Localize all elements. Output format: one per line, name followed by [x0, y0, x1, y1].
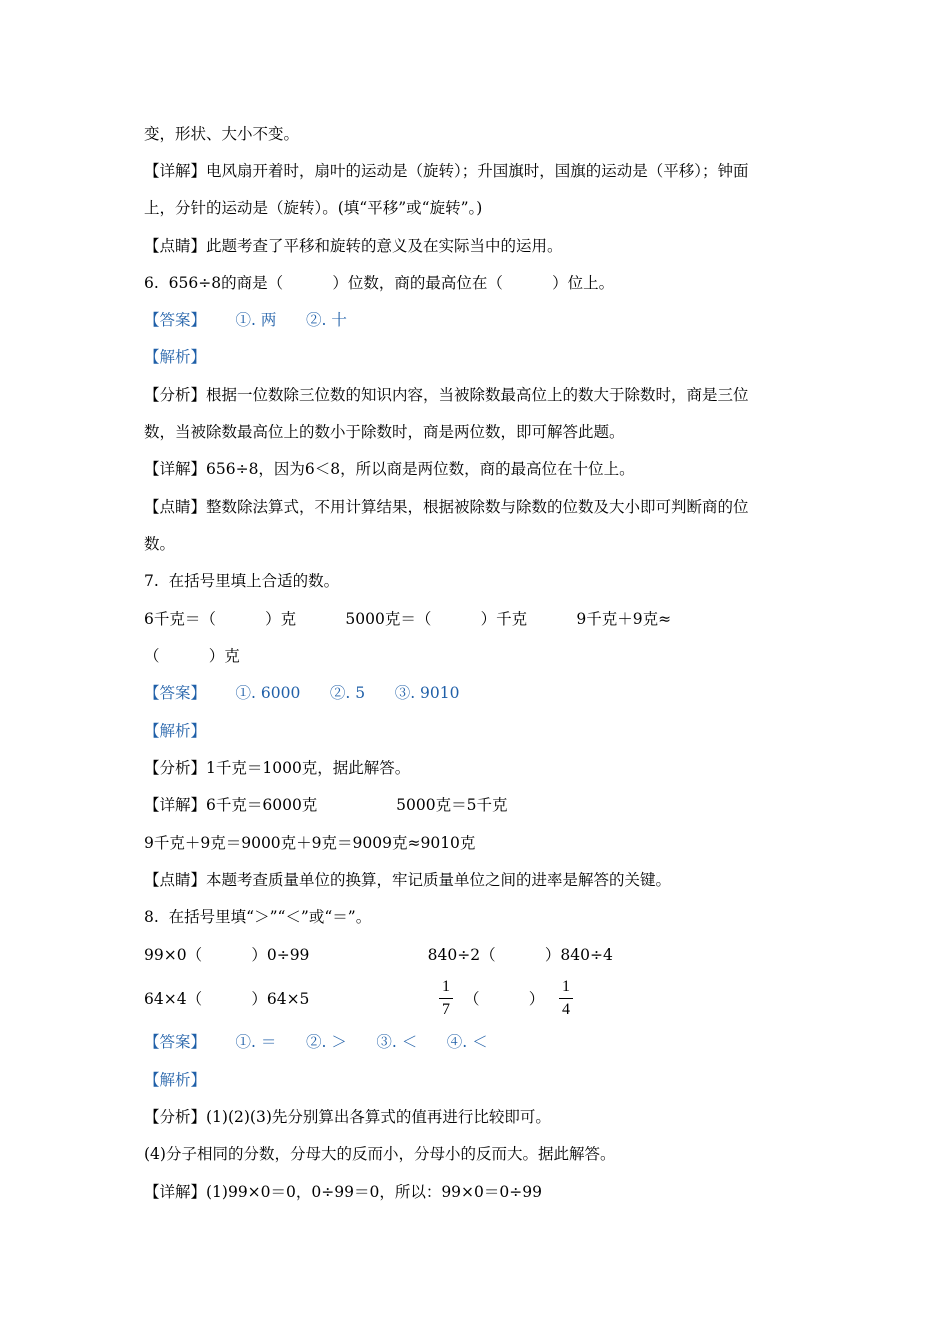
- text-line: 【详解】(1)99×0＝0，0÷99＝0，所以：99×0＝0÷99: [144, 1183, 542, 1201]
- analysis-heading: 【解析】: [144, 1071, 207, 1089]
- text-line: 【分析】1千克＝1000克，据此解答。: [144, 759, 411, 777]
- text-line: 数。: [144, 535, 176, 553]
- text-line: （ ）克: [144, 647, 240, 665]
- text-line: 【点睛】此题考查了平移和旋转的意义及在实际当中的运用。: [144, 237, 563, 255]
- text-line: 变，形状、大小不变。: [144, 125, 300, 143]
- text-line: 【点睛】本题考查质量单位的换算，牢记质量单位之间的进率是解答的关键。: [144, 871, 672, 889]
- answer-line: 【答案】 ①. 两 ②. 十: [144, 311, 347, 329]
- analysis-heading: 【解析】: [144, 348, 207, 366]
- fraction-denominator: 4: [562, 1001, 570, 1018]
- text-line: 上，分针的运动是（旋转）。(填“平移”或“旋转”。): [144, 199, 483, 217]
- fraction-denominator: 7: [442, 1001, 450, 1018]
- question-7: 7. 在括号里填上合适的数。: [144, 572, 340, 590]
- fraction-numerator: 1: [562, 978, 570, 995]
- text-line: 【分析】根据一位数除三位数的知识内容，当被除数最高位上的数大于除数时，商是三位: [144, 386, 749, 404]
- question-6: 6. 656÷8的商是（ ）位数，商的最高位在（ ）位上。: [144, 274, 615, 292]
- text-line: 【详解】电风扇开着时，扇叶的运动是（旋转）；升国旗时，国旗的运动是（平移）；钟面: [144, 162, 749, 180]
- text-line: 64×4（ ）64×5: [144, 990, 310, 1008]
- text-line: (4)分子相同的分数，分母大的反而小，分母小的反而大。据此解答。: [144, 1145, 616, 1163]
- analysis-heading: 【解析】: [144, 722, 207, 740]
- fraction-one-fourth: [558, 978, 574, 1019]
- blank-parentheses: （ ）: [464, 990, 545, 1008]
- answer-line: 【答案】 ①. ＝ ②. ＞ ③. ＜ ④. ＜: [144, 1033, 488, 1051]
- fraction-bar: [439, 998, 453, 999]
- question-8: 8. 在括号里填“＞”“＜”或“＝”。: [144, 908, 372, 926]
- fraction-bar: [559, 998, 573, 999]
- text-line: 99×0（ ）0÷99 840÷2（ ）840÷4: [144, 946, 613, 964]
- text-line: 【详解】656÷8，因为6＜8，所以商是两位数，商的最高位在十位上。: [144, 460, 635, 478]
- fraction-numerator: 1: [442, 978, 450, 995]
- text-line: 9千克＋9克＝9000克＋9克＝9009克≈9010克: [144, 834, 476, 852]
- answer-line: 【答案】 ①. 6000 ②. 5 ③. 9010: [144, 684, 460, 702]
- text-line: 【详解】6千克＝6000克 5000克＝5千克: [144, 796, 508, 814]
- text-line: 【分析】(1)(2)(3)先分别算出各算式的值再进行比较即可。: [144, 1108, 551, 1126]
- text-line: 数，当被除数最高位上的数小于除数时，商是两位数，即可解答此题。: [144, 423, 625, 441]
- text-line: 【点睛】整数除法算式，不用计算结果，根据被除数与除数的位数及大小即可判断商的位: [144, 498, 749, 516]
- text-line: 6千克＝（ ）克 5000克＝（ ）千克 9千克＋9克≈: [144, 610, 672, 628]
- fraction-one-seventh: [438, 978, 454, 1019]
